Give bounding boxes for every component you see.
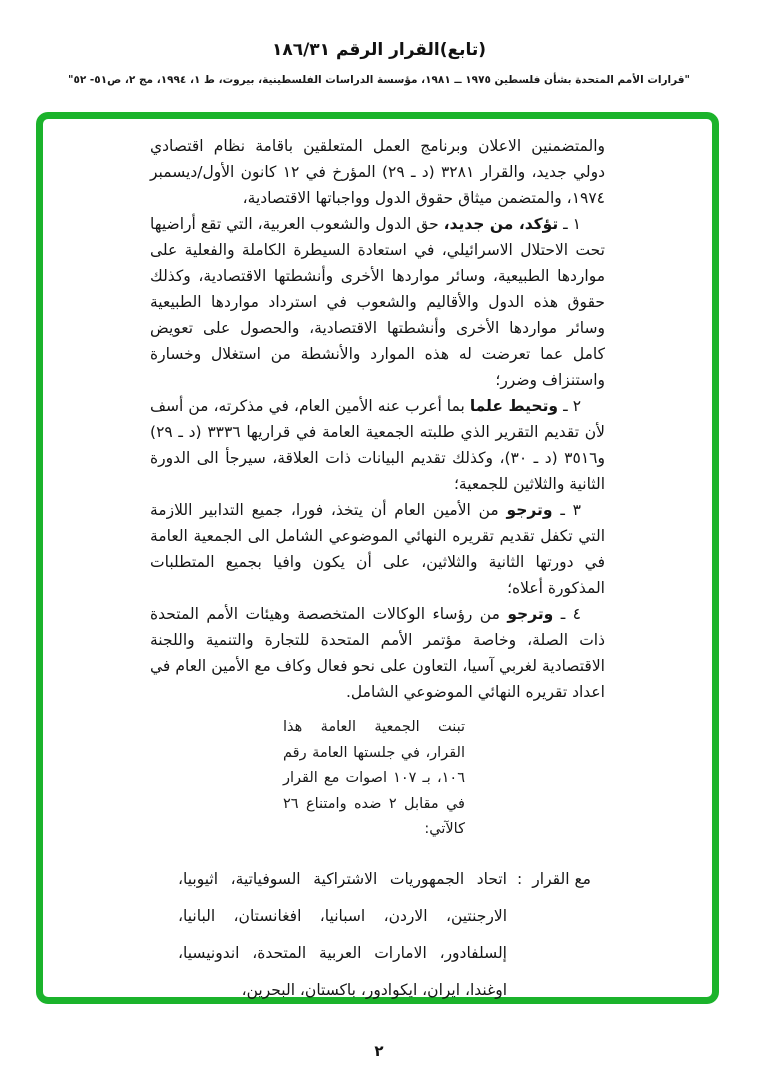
clause-text: من الأمين العام أن يتخذ، فورا، جميع التدابير اللازمة التي تكفل تقديم تقريره النهائي الموضوعي الشامل الى الجمعية العامة في دورتها الثانية والثلاثين، على أن يكون وافيا بجميع المتطلبات المذكورة أعلاه؛ bbox=[150, 501, 605, 597]
resolution-paragraph bbox=[150, 211, 605, 393]
page-number: ٢ bbox=[374, 1042, 384, 1060]
adoption-note: تبنت الجمعية العامة هذا القرار، في جلستها العامة رقم ١٠٦، بـ ١٠٧ اصوات مع القرار في مقابل ٢ ضده وامتناع ٢٦ كالآتي: bbox=[283, 719, 465, 837]
clause-text: بما أعرب عنه الأمين العام، في مذكرته، من أسف لأن تقديم التقرير الذي طلبته الجمعية العامة في قراريها ٣٣٣٦ (د ـ ٢٩) و٣٥١٦ (د ـ ٣٠)، وكذلك تقديم البيانات ذات العلاقة، سيرجأ الى الدورة الثانية والثلاثين للجمعية؛ bbox=[150, 397, 605, 493]
resolution-paragraph bbox=[150, 497, 605, 601]
resolution-title: (تابع)القرار الرقم ١٨٦/٣١ bbox=[271, 40, 487, 60]
clause-number: ٣ ـ bbox=[552, 501, 581, 519]
clause-text: والمتضمنين الاعلان وبرنامج العمل المتعلقين باقامة نظام اقتصادي دولي جديد، والقرار ٣٢٨١ (د ـ ٢٩) المؤرخ في ١٢ كانون الأول/ديسمبر ١٩٧٤، والمتضمن ميثاق حقوق الدول وواجباتها الاقتصادية، bbox=[150, 137, 605, 207]
clause-lead-bold: وترجو bbox=[507, 605, 554, 623]
clause-number: ٤ ـ bbox=[553, 605, 581, 623]
clause-number: ١ ـ bbox=[558, 215, 581, 233]
body-paragraphs bbox=[150, 133, 605, 705]
vote-row bbox=[178, 861, 591, 1009]
vote-countries-list: اتحاد الجمهوريات الاشتراكية السوفياتية، اثيوبيا، الارجنتين، الاردن، اسبانيا، افغانستان، البانيا، إلسلفادور، الامارات العربية المتحدة، اندونيسيا، اوغندا، ايران، ايكوادور، باكستان، البحرين، bbox=[178, 869, 507, 999]
clause-number: ٢ ـ bbox=[558, 397, 582, 415]
clause-lead-bold: تؤكد، من جديد، bbox=[443, 215, 559, 233]
resolution-paragraph bbox=[150, 393, 605, 497]
vote-label-colon: : bbox=[517, 869, 523, 888]
vote-label bbox=[517, 861, 591, 1009]
body-text-column bbox=[150, 133, 605, 1009]
clause-lead-bold: وتحيط علما bbox=[469, 397, 559, 415]
clause-lead-bold: وترجو bbox=[506, 501, 553, 519]
resolution-paragraph bbox=[150, 601, 605, 705]
vote-label-text: مع القرار bbox=[532, 869, 591, 888]
source-citation: "قرارات الأمم المتحدة بشأن فلسطين ١٩٧٥ ــ ١٩٨١، مؤسسة الدراسات الفلسطينية، بيروت، ط ١، ١٩٩٤، مج ٢، ص٥١- ٥٢" bbox=[67, 74, 691, 86]
clause-text: من رؤساء الوكالات المتخصصة وهيئات الأمم المتحدة ذات الصلة، وخاصة مؤتمر الأمم المتحدة للتجارة والتنمية واللجنة الاقتصادية لغربي آسيا، التعاون على نحو فعال وكاف مع الأمين العام في اعداد تقريره النهائي الموضوعي الشامل. bbox=[150, 605, 605, 701]
clause-text: حق الدول والشعوب العربية، التي تقع أراضيها تحت الاحتلال الاسرائيلي، في استعادة السيطرة الكاملة والفعلية على مواردها الطبيعية، وسائر مواردها الأخرى وأنشطتها الاقتصادية، وكذلك حقوق هذه الدول والأقاليم والشعوب في استرداد مواردها الطبيعية وسائر مواردها الأخرى وأنشطتها الاقتصادية، والحصول على تعويض كامل عما تعرضت له هذه الموارد والأنشطة من استغلال وخسارة واستنزاف وضرر؛ bbox=[150, 215, 605, 389]
resolution-paragraph bbox=[150, 133, 605, 211]
